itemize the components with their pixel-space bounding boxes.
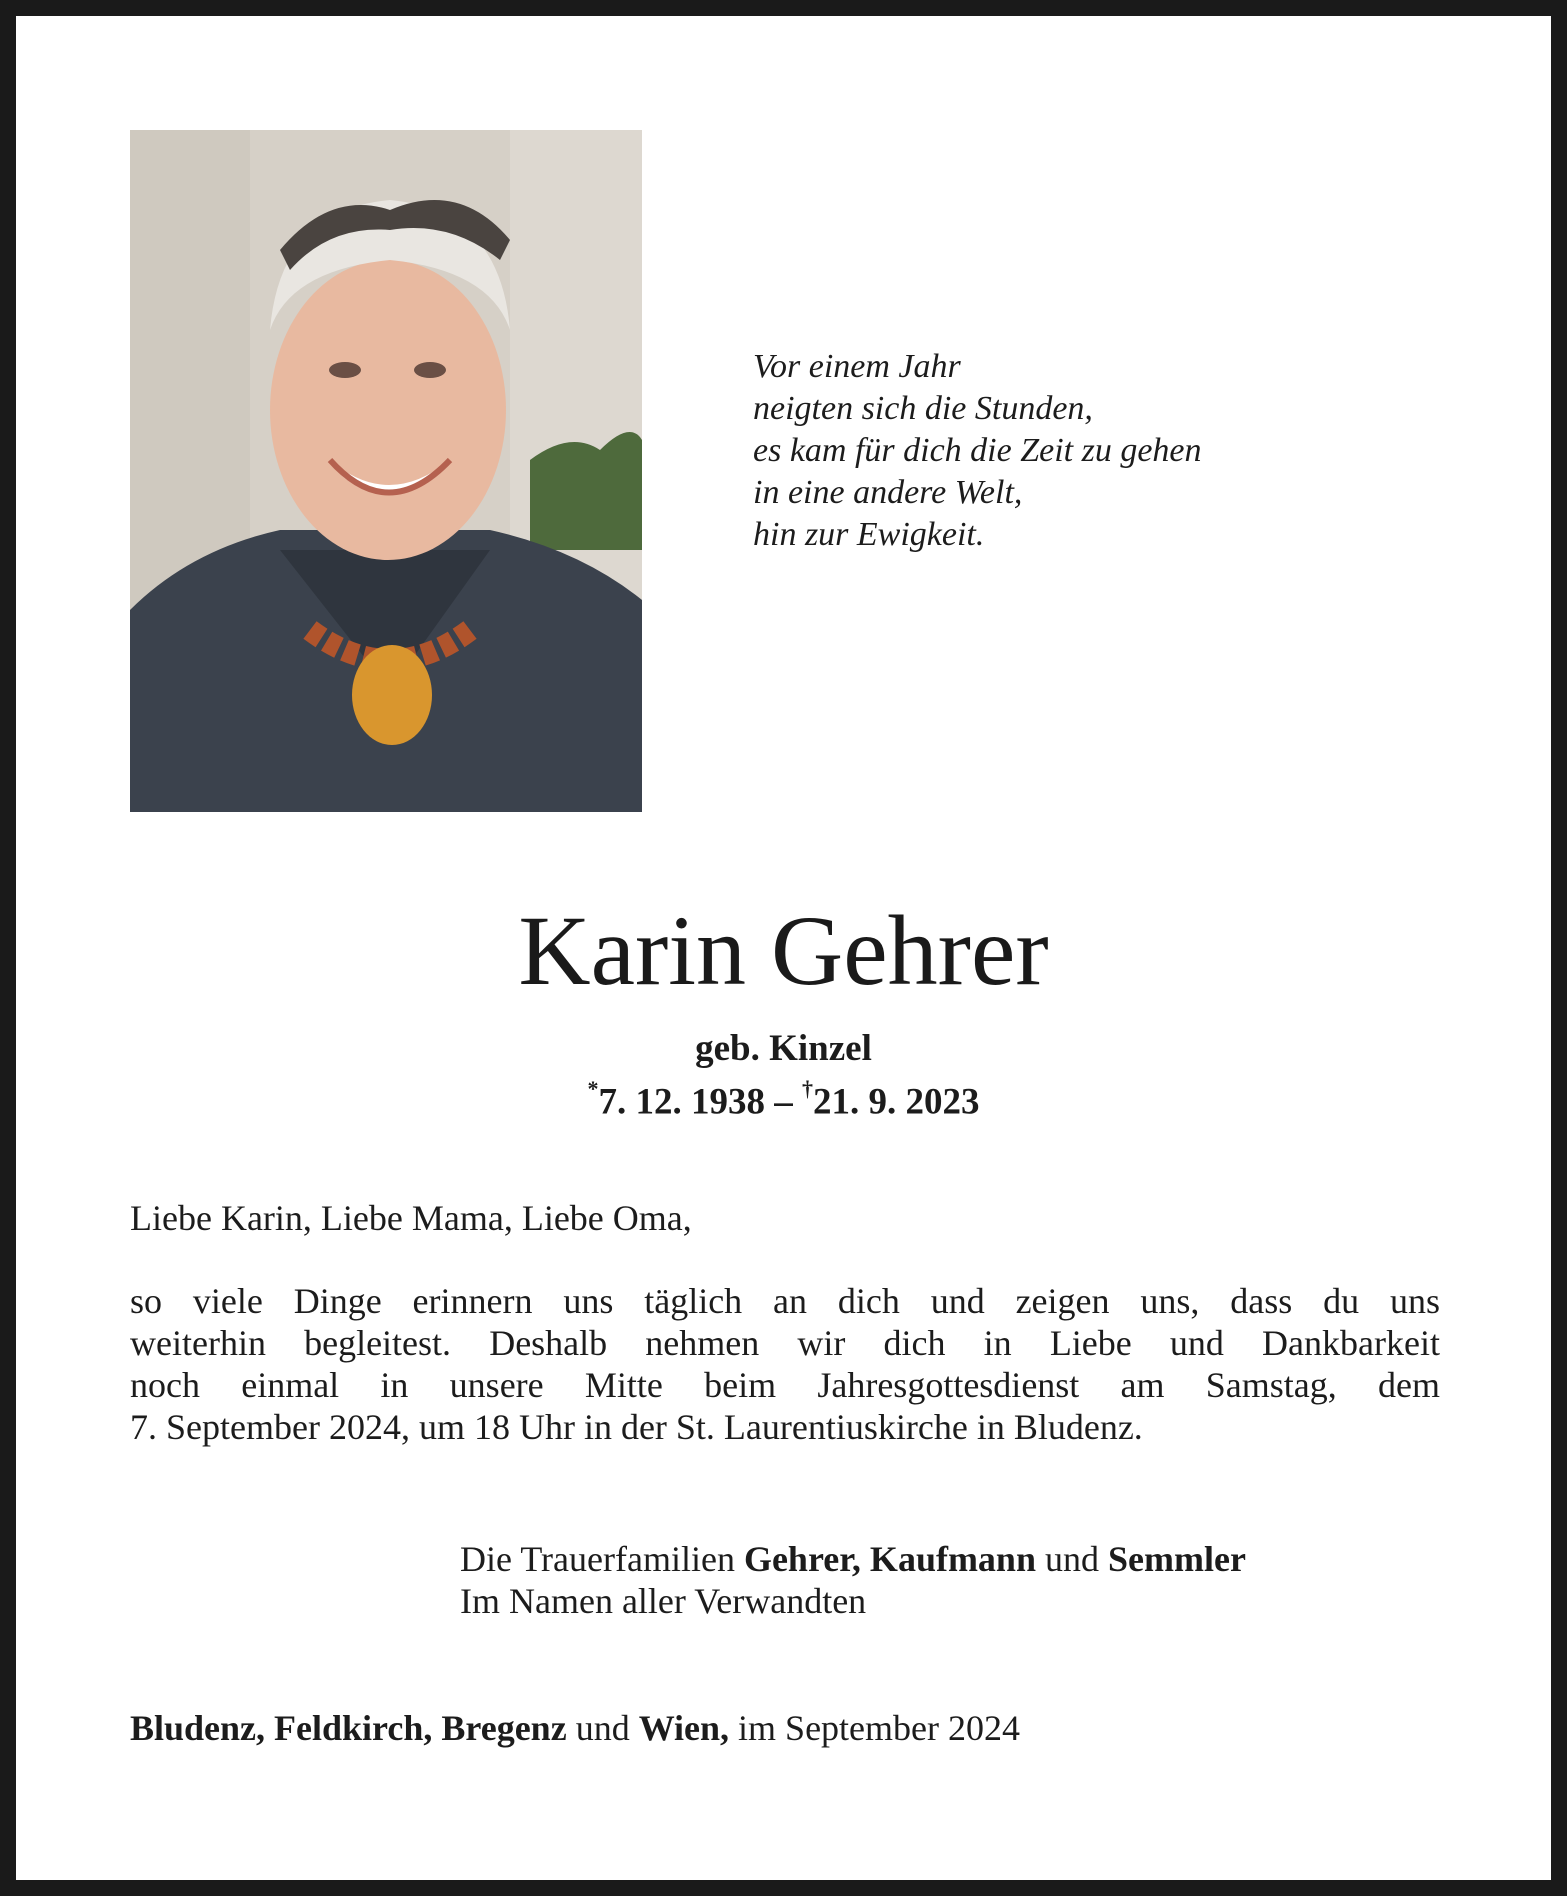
memorial-poem xyxy=(753,346,1353,556)
portrait-illustration xyxy=(130,130,642,812)
poem-line: in eine andere Welt, xyxy=(753,474,1023,511)
family-name-last: Semmler xyxy=(1107,1539,1246,1579)
text-line: weiterhin begleitest. Deshalb nehmen wir dich in Liebe und Dankbarkeit xyxy=(130,1323,1440,1363)
family-prefix: Die Trauerfamilien xyxy=(460,1539,744,1579)
obituary-page xyxy=(16,16,1551,1880)
text-line: so viele Dinge erinnern uns täglich an dich und zeigen uns, dass du uns xyxy=(130,1281,1440,1321)
poem-line: es kam für dich die Zeit zu gehen xyxy=(753,432,1202,469)
life-dates xyxy=(16,1070,1551,1125)
text-line: noch einmal in unsere Mitte beim Jahresgottesdienst am Samstag, dem xyxy=(130,1365,1440,1405)
portrait-photo xyxy=(130,130,642,812)
death-symbol: † xyxy=(802,1076,813,1101)
poem-line: Vor einem Jahr xyxy=(753,348,961,385)
places-and-date xyxy=(130,1706,1020,1750)
death-date: 21. 9. 2023 xyxy=(813,1081,980,1123)
text-line: 7. September 2024, um 18 Uhr in der St. Laurentiuskirche in Bludenz. xyxy=(130,1407,1143,1447)
family-line xyxy=(460,1538,1246,1580)
places-joiner: und xyxy=(566,1708,639,1748)
relatives-line: Im Namen aller Verwandten xyxy=(460,1581,867,1621)
deceased-name: Karin Gehrer xyxy=(518,895,1049,1006)
family-joiner: und xyxy=(1035,1539,1108,1579)
family-signature xyxy=(460,1538,1246,1622)
birth-symbol: * xyxy=(587,1076,599,1101)
poem-line: hin zur Ewigkeit. xyxy=(753,516,985,553)
date-separator: – xyxy=(774,1081,793,1123)
announcement-text xyxy=(130,1280,1440,1448)
family-names: Gehrer, Kaufmann xyxy=(743,1539,1036,1579)
birth-date: 7. 12. 1938 xyxy=(598,1081,765,1123)
poem-line: neigten sich die Stunden, xyxy=(753,390,1093,427)
places-list: Bludenz, Feldkirch, Bregenz xyxy=(130,1708,567,1748)
greeting: Liebe Karin, Liebe Mama, Liebe Oma, xyxy=(130,1198,692,1238)
maiden-name: geb. Kinzel xyxy=(695,1028,872,1069)
place-last: Wien, xyxy=(638,1708,730,1748)
publication-date: im September 2024 xyxy=(729,1708,1020,1748)
